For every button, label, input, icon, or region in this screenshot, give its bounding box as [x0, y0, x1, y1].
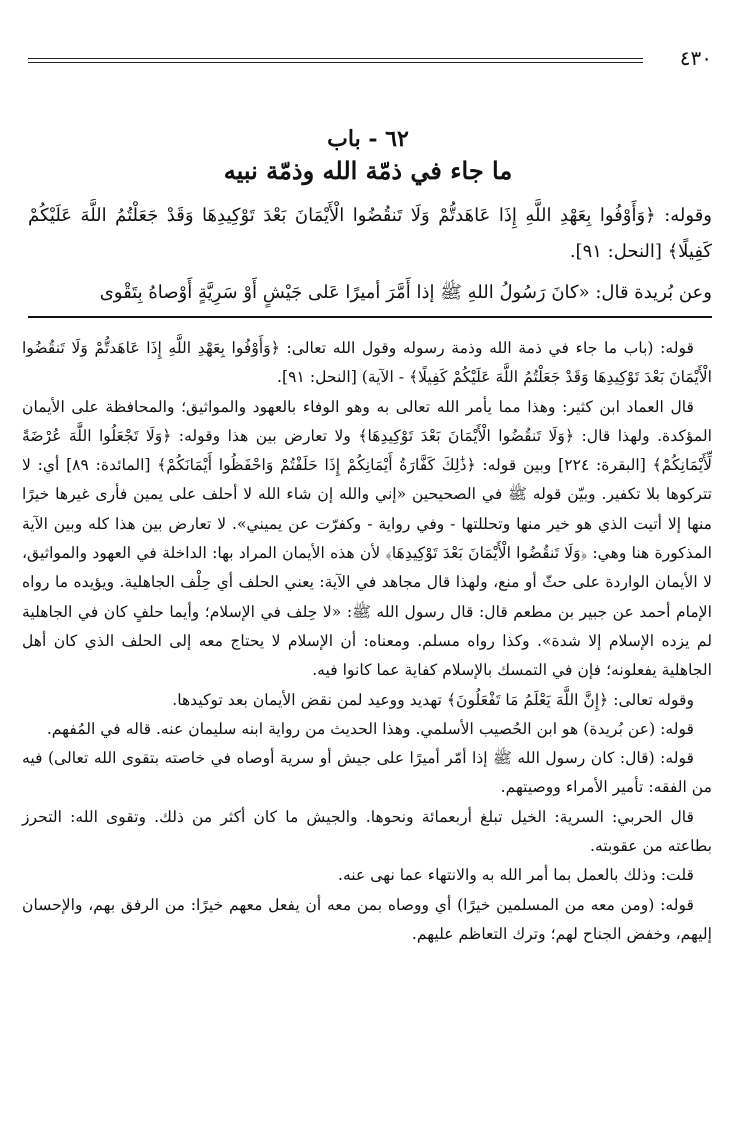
- page-number: ٤٣٠: [679, 46, 712, 70]
- header-rule: [28, 58, 643, 59]
- chapter-number: ٦٢ - باب: [327, 126, 409, 152]
- commentary-paragraph: قال الحربي: السرية: الخيل تبلغ أربعمائة ونحوها. والجيش ما كان أكثر من ذلك. وتقوى الله: التحرز بطاعته من عقوبته.: [22, 807, 712, 856]
- commentary-paragraph: قوله: (عن بُريدة) هو ابن الحُصيب الأسلمي. وهذا الحديث من رواية ابنه سليمان عنه. قاله في المُفهم.: [46, 719, 694, 738]
- commentary-paragraph: قلت: وذلك بالعمل بما أمر الله به والانتهاء عما نهى عنه.: [337, 866, 694, 885]
- commentary-divider: [28, 316, 712, 318]
- main-paragraph: وقوله: ﴿وَأَوْفُوا بِعَهْدِ اللَّهِ إِذَا عَاهَدتُّمْ وَلَا تَنقُضُوا الْأَيْمَانَ بَعْدَ تَوْكِيدِهَا وَقَدْ جَعَلْتُمُ اللَّهَ عَلَيْكُمْ كَفِيلًا﴾ [النحل: ٩١].: [28, 205, 712, 262]
- main-text: [28, 198, 712, 316]
- commentary-paragraph: وقوله تعالى: ﴿إِنَّ اللَّهَ يَعْلَمُ مَا تَفْعَلُونَ﴾ تهديد ووعيد لمن نقض الأيمان بعد توكيدها.: [172, 690, 694, 709]
- commentary-paragraph: قوله: (باب ما جاء في ذمة الله وذمة رسوله وقول الله تعالى: ﴿وَأَوْفُوا بِعَهْدِ اللَّهِ إِذَا عَاهَدتُّمْ وَلَا تَنقُضُوا الْأَيْمَانَ بَعْدَ تَوْكِيدِهَا وَقَدْ جَعَلْتُمُ اللَّهَ عَلَيْكُمْ كَفِيلًا﴾ - الآية) [النحل: ٩١].: [22, 339, 712, 387]
- chapter-title: ما جاء في ذمّة الله وذمّة نبيه: [223, 156, 513, 185]
- main-paragraph: وعن بُريدة قال: «كانَ رَسُولُ اللهِ ﷺ إذا أَمَّرَ أميرًا عَلى جَيْشٍ أَوْ سَرِيَّةٍ أَوْصاهُ بِتَقْوى: [99, 282, 712, 303]
- commentary-paragraph: قوله: (ومن معه من المسلمين خيرًا) أي ووصاه بمن معه أن يفعل معهم خيرًا: من الرفق بهم، والإحسان إليهم، وخفض الجناح لهم؛ وترك التعاظم عليهم.: [22, 895, 712, 943]
- header-rule: [28, 62, 643, 63]
- commentary-paragraph: قال العماد ابن كثير: وهذا مما يأمر الله تعالى به وهو الوفاء بالعهود والمواثيق؛ والمحافظة على الأيمان المؤكدة. ولهذا قال: ﴿وَلَا تَنقُضُوا الْأَيْمَانَ بَعْدَ تَوْكِيدِهَا﴾ ولا تعارض بين هذا وقوله: ﴿وَلَا تَجْعَلُوا اللَّهَ عُرْضَةً لِّأَيْمَانِكُمْ﴾ [البقرة: ٢٢٤] وبين قوله: ﴿ذَٰلِكَ كَفَّارَةُ أَيْمَانِكُمْ إِذَا حَلَفْتُمْ وَاحْفَظُوا أَيْمَانَكُمْ﴾ [المائدة: ٨٩] أي: لا تتركوها بلا تكفير. وبيّن قوله ﷺ في الصحيحين «إني والله إن شاء الله لا أحلف على يمين فأرى غيرها خيرًا منها إلا أتيت الذي هو خير منها وتحللتها - وفي رواية - وكفرّت عن يميني». لا تعارض بين هذا كله وبين الآية المذكورة هنا وهي: ﴿وَلَا تَنقُضُوا الْأَيْمَانَ بَعْدَ تَوْكِيدِهَا﴾ لأن هذه الأيمان المراد بها: الداخلة في العهود والمواثيق، لا الأيمان الواردة على حثّ أو منع، ولهذا قال مجاهد في الآية: يعني الحلف أي حِلْف الجاهلية. ويؤيده ما رواه الإمام أحمد عن جبير بن مطعم قال: قال رسول الله ﷺ: «لا حِلف في الإسلام؛ وأيما حلفٍ كان في الجاهلية لم يزده الإسلام إلا شدة». وكذا رواه مسلم. ومعناه: أن الإسلام لا يحتاج معه إلى الحلف الذي كان أهل الجاهلية يفعلونه؛ فإن في التمسك بالإسلام كفاية عما كانوا فيه.: [22, 397, 712, 680]
- commentary-paragraph: قوله: (قال: كان رسول الله ﷺ إذا أمّر أميرًا على جيش أو سرية أوصاه في خاصته بتقوى الله تعالى) فيه من الفقه: تأمير الأمراء ووصيتهم.: [22, 749, 712, 797]
- commentary-text: [22, 334, 712, 949]
